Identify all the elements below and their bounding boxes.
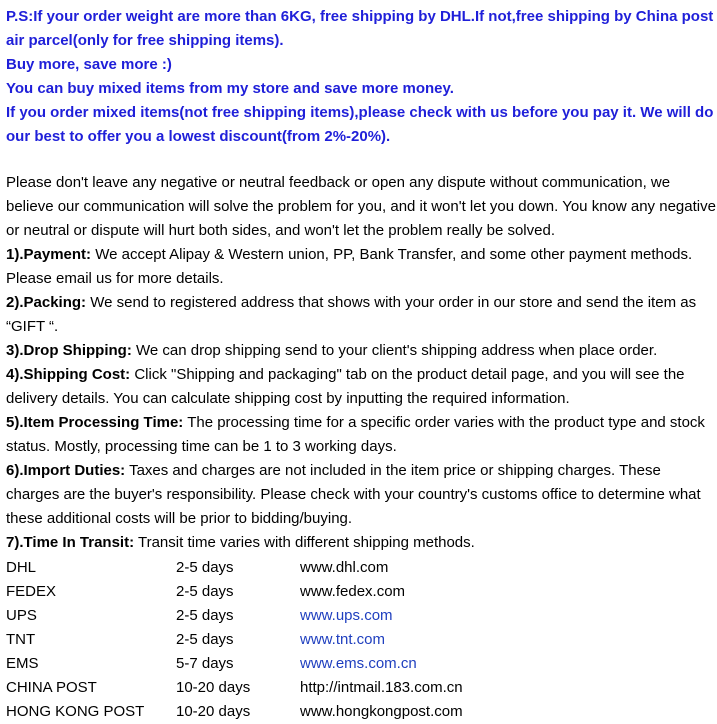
table-row bbox=[6, 580, 706, 604]
transit-days: 2-5 days bbox=[176, 607, 234, 624]
carrier-name: DHL bbox=[6, 559, 37, 576]
carrier-link[interactable]: www.ups.com bbox=[300, 607, 393, 624]
transit-days: 2-5 days bbox=[176, 631, 234, 648]
section-payment bbox=[6, 243, 716, 291]
notice-line-mixed-items: You can buy mixed items from my store and save more money. bbox=[6, 80, 454, 97]
transit-days: 2-5 days bbox=[176, 559, 234, 576]
shipping-methods-table bbox=[6, 556, 706, 724]
table-row bbox=[6, 556, 706, 580]
table-row bbox=[6, 652, 706, 676]
section-shipping-cost bbox=[6, 363, 716, 411]
carrier-name: CHINA POST bbox=[6, 679, 97, 696]
carrier-name: TNT bbox=[6, 631, 36, 648]
transit-days: 2-5 days bbox=[176, 583, 234, 600]
transit-days: 10-20 days bbox=[176, 679, 251, 696]
section-title: 2).Packing: bbox=[6, 294, 87, 311]
carrier-name: UPS bbox=[6, 607, 37, 624]
section-text: The processing time for a specific order varies with the product type and stock status. Mostly, processing time can be 1 to 3 working days. bbox=[6, 414, 705, 455]
notice-line-weight: P.S:If your order weight are more than 6KG, free shipping by DHL.If not,free shipping by China post air parcel(only for free shipping items). bbox=[6, 8, 714, 49]
table-row bbox=[6, 604, 706, 628]
carrier-link[interactable]: www.tnt.com bbox=[300, 631, 386, 648]
section-text: Transit time varies with different shipping methods. bbox=[134, 534, 475, 551]
notice-line-buy-more: Buy more, save more :) bbox=[6, 56, 172, 73]
section-title: 4).Shipping Cost: bbox=[6, 366, 131, 383]
section-text: We can drop shipping send to your client's shipping address when place order. bbox=[131, 342, 658, 359]
notice-line-discount: If you order mixed items(not free shipping items),please check with us before you pay it. We will do our best to offer you a lowest discount(from 2%-20%). bbox=[6, 104, 714, 145]
carrier-url: www.dhl.com bbox=[300, 559, 389, 576]
section-text: We send to registered address that shows with your order in our store and send the item as “GIFT “. bbox=[6, 294, 697, 335]
section-text: Taxes and charges are not included in the item price or shipping charges. These charges are the buyer's responsibility. Please check with your country's customs office to determine what these additional costs will be prior to bidding/buying. bbox=[6, 462, 701, 527]
section-title: 1).Payment: bbox=[6, 246, 92, 263]
table-row bbox=[6, 676, 706, 700]
carrier-url: www.hongkongpost.com bbox=[300, 703, 463, 720]
carrier-url: http://intmail.183.com.cn bbox=[300, 679, 463, 696]
section-title: 6).Import Duties: bbox=[6, 462, 126, 479]
transit-days: 5-7 days bbox=[176, 655, 234, 672]
policy-text bbox=[6, 171, 716, 555]
section-title: 3).Drop Shipping: bbox=[6, 342, 132, 359]
carrier-url: www.fedex.com bbox=[300, 583, 406, 600]
section-drop-shipping bbox=[6, 339, 716, 363]
table-row bbox=[6, 700, 706, 724]
carrier-link[interactable]: www.ems.com.cn bbox=[300, 655, 417, 672]
section-title: 7).Time In Transit: bbox=[6, 534, 135, 551]
section-time-in-transit bbox=[6, 531, 716, 555]
section-title: 5).Item Processing Time: bbox=[6, 414, 184, 431]
section-text: We accept Alipay & Western union, PP, Bank Transfer, and some other payment methods. Please email us for more details. bbox=[6, 246, 693, 287]
section-text: Click "Shipping and packaging" tab on the product detail page, and you will see the delivery details. You can calculate shipping cost by inputting the required information. bbox=[6, 366, 685, 407]
section-import-duties bbox=[6, 459, 716, 531]
carrier-name: FEDEX bbox=[6, 583, 57, 600]
section-processing-time bbox=[6, 411, 716, 459]
transit-days: 10-20 days bbox=[176, 703, 251, 720]
section-packing bbox=[6, 291, 716, 339]
carrier-name: HONG KONG POST bbox=[6, 703, 145, 720]
shipping-notice bbox=[6, 5, 714, 149]
feedback-intro: Please don't leave any negative or neutral feedback or open any dispute without communication, we believe our communication will solve the problem for you, and it won't let you down. You know any negative or neutral or dispute will hurt both sides, and won't let the problem really be solved. bbox=[6, 174, 716, 239]
carrier-name: EMS bbox=[6, 655, 39, 672]
table-row bbox=[6, 628, 706, 652]
